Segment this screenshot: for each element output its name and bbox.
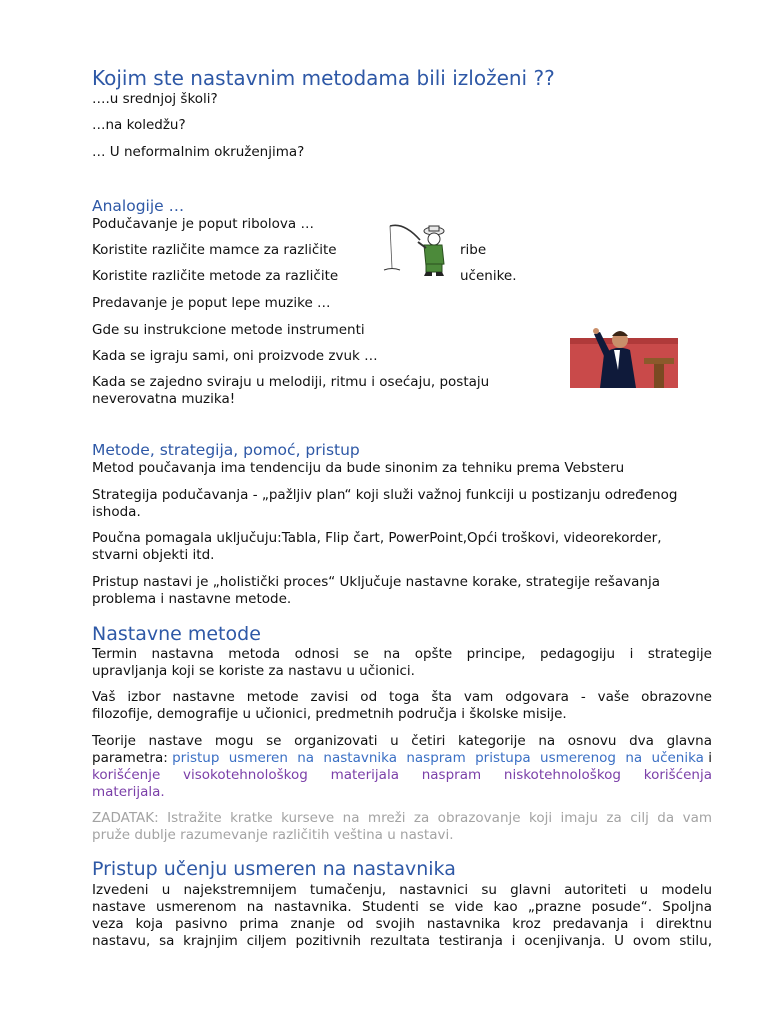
analogy-methods-a: Koristite različite metode za različite	[92, 268, 339, 284]
lecturer-image	[570, 320, 678, 388]
assignment-text-b: pruže dublje razumevanje različitih veština u nastavi.	[92, 827, 454, 843]
heading-methods-strategy: Metode, strategija, pomoć, pristup	[92, 441, 360, 459]
teacher-vs-student-link[interactable]: pristup usmeren na nastavnika naspram pristupa usmerenog na učenika	[172, 750, 704, 766]
choice-paragraph-a: Vaš izbor nastavne metode zavisi od toga šta vam odgovara - vaše obrazovne	[92, 689, 712, 705]
approach-definition-a: Pristup nastavi je „holistički proces“ Uključuje nastavne korake, strategije rešavanja	[92, 574, 660, 590]
heading-analogies: Analogije …	[92, 197, 185, 215]
analogy-instruments: Gde su instrukcione metode instrumenti	[92, 322, 365, 338]
analogy-music: Predavanje je poput lepe muzike …	[92, 295, 331, 311]
fisherman-image	[380, 220, 452, 278]
analogy-fishing: Podučavanje je poput ribolova …	[92, 216, 314, 232]
theories-paragraph-b	[92, 750, 712, 767]
choice-paragraph-b: filozofije, demografije u učionici, predmetnih područja i školske misije.	[92, 706, 567, 722]
teacher-centered-line-2: nastave usmerenom na nastavnika. Studenti se vide kao „prazne posude“. Spoljna	[92, 899, 712, 915]
analogy-play-together-a: Kada se zajedno sviraju u melodiji, ritmu i osećaju, postaju	[92, 374, 490, 390]
heading-teaching-methods-exposed: Kojim ste nastavnim metodama bili izloženi ??	[92, 66, 555, 90]
analogy-bait-a: Koristite različite mamce za različite	[92, 242, 337, 258]
teaching-aids-a: Poučna pomagala uključuju:Tabla, Flip čart, PowerPoint,Opći troškovi, videorekorder,	[92, 530, 662, 546]
strategy-definition-a: Strategija podučavanja - „pažljiv plan“ koji služi važnoj funkciji u postizanju određenog	[92, 487, 678, 503]
teacher-centered-line-1: Izvedeni u najekstremnijem tumačenju, nastavnici su glavni autoriteti u modelu	[92, 882, 712, 898]
approach-definition-b: problema i nastavne metode.	[92, 591, 292, 607]
theories-suffix: i	[703, 750, 712, 766]
assignment-text-a: ZADATAK: Istražite kratke kurseve na mreži za obrazovanje koji imaju za cilj da vam	[92, 810, 712, 826]
question-high-school: ….u srednjoj školi?	[92, 91, 218, 107]
heading-teacher-centered: Pristup učenju usmeren na nastavnika	[92, 858, 456, 880]
term-definition-a: Termin nastavna metoda odnosi se na opšte principe, pedagogiju i strategije	[92, 646, 712, 662]
teacher-centered-line-3: veza koja pasivno prima znanje od svojih nastavnika kroz predavanja i direktnu	[92, 916, 712, 932]
methods-definition: Metod poučavanja ima tendenciju da bude sinonim za tehniku prema Vebsteru	[92, 460, 625, 476]
high-vs-low-tech-link-end[interactable]: materijala.	[92, 784, 165, 800]
term-definition-b: upravljanja koji se koriste za nastavu u učionici.	[92, 663, 415, 679]
heading-teaching-methods: Nastavne metode	[92, 623, 261, 645]
analogy-play-together-b: neverovatna muzika!	[92, 391, 236, 407]
theories-prefix: parametra:	[92, 750, 173, 766]
question-college: …na koledžu?	[92, 117, 186, 133]
analogy-play-alone: Kada se igraju sami, oni proizvode zvuk …	[92, 348, 378, 364]
analogy-methods-b: učenike.	[460, 268, 517, 284]
teacher-centered-line-4: nastavu, sa krajnjim ciljem pozitivnih rezultata testiranja i ocenjivanja. U ovom stilu,	[92, 933, 712, 949]
question-informal: … U neformalnim okruženjima?	[92, 144, 305, 160]
teaching-aids-b: stvarni objekti itd.	[92, 547, 215, 563]
analogy-bait-b: ribe	[460, 242, 487, 258]
theories-paragraph-a: Teorije nastave mogu se organizovati u četiri kategorije na osnovu dva glavna	[92, 733, 712, 749]
strategy-definition-b: ishoda.	[92, 504, 141, 520]
high-vs-low-tech-link[interactable]: korišćenje visokotehnološkog materijala naspram niskotehnološkog korišćenja	[92, 767, 712, 783]
